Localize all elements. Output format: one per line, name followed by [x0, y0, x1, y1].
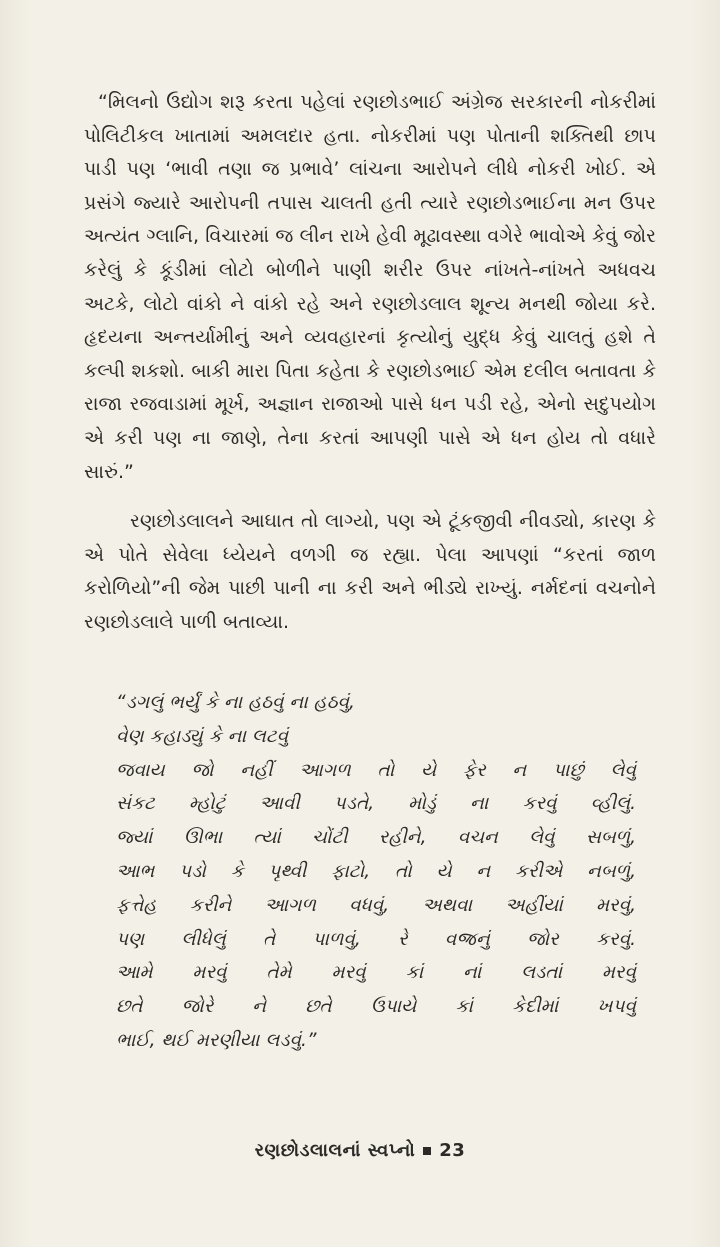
poem-line: “ડગલું ભર્યું કે ના હઠવું ના હઠવું,: [116, 692, 355, 713]
poem-line: આમે મરવું તેમે મરવું કાં નાં લડતાં મરવું: [116, 962, 636, 984]
poem-line: વેણ કહાડ્યું કે ના લટવું: [116, 725, 289, 747]
poem-line: ફત્તેહ કરીને આગળ વધવું, અથવા અહીંયાં મરવું,: [116, 894, 636, 916]
poem-line: છતે જોરે ને છતે ઉપાયે કાં કેદીમાં ખપવું: [116, 996, 636, 1018]
page-footer: [0, 1140, 720, 1161]
page-number: 23: [439, 1140, 466, 1161]
poem-line: આભ પડો કે પૃથ્વી ફાટો, તો યે ન કરીએ નબળું,: [116, 860, 636, 882]
separator-square-icon: [423, 1147, 431, 1155]
body-text: [84, 86, 656, 640]
paragraph: રણછોડલાલને આઘાત તો લાગ્યો, પણ એ ટૂંકજીવી નીવડ્યો, કારણ કે એ પોતે સેવેલા ધ્યેયને વળગી જ રહ્યા. પેલા આપણાં “કરતાં જાળ કરોળિયો”ની જેમ પાછી પાની ના કરી અને ભીડ્યે રાખ્યું. નર્મદનાં વચનોને રણછોડલાલે પાળી બતાવ્યા.: [84, 510, 656, 633]
poem-line: જ્યાં ઊભા ત્યાં ચોંટી રહીને, વચન લેવું સબળું,: [116, 827, 636, 849]
poem-line: પણ લીધેલું તે પાળવું, રે વજ્રનું જોર કરવું.: [116, 928, 636, 950]
poem-quote: [116, 686, 636, 1058]
poem-line: સંકટ મ્હોટું આવી પડતે, મોડું ના કરવું વ્હીલું.: [116, 793, 636, 815]
paragraph: “મિલનો ઉદ્યોગ શરૂ કરતા પહેલાં રણછોડભાઈ અંગ્રેજ સરકારની નોકરીમાં પોલિટીકલ ખાતામાં અમલદાર હતા. નોકરીમાં પણ પોતાની શક્તિથી છાપ પાડી પણ ‘ભાવી તણા જ પ્રભાવે’ લાંચના આરોપને લીધે નોકરી ખોઈ. એ પ્રસંગે જ્યારે આરોપની તપાસ ચાલતી હતી ત્યારે રણછોડભાઈના મન ઉપર અત્યંત ગ્લાનિ, વિચારમાં જ લીન રાખે હેવી મૂઢાવસ્થા વગેરે ભાવોએ કેવું જોર કરેલું કે કૂંડીમાં લોટો બોળીને પાણી શરીર ઉપર નાંખતે-નાંખતે અધવચ અટકે, લોટો વાંકો ને વાંકો રહે અને રણછોડલાલ શૂન્ય મનથી જોયા કરે. હૃદયના અન્તર્યામીનું અને વ્યવહારનાં કૃત્યોનું યુદ્ધ કેવું ચાલતું હશે તે કલ્પી શકશો. બાકી મારા પિતા કહેતા કે રણછોડભાઈ એમ દલીલ બતાવતા કે રાજા રજવાડામાં મૂર્ખ, અજ્ઞાન રાજાઓ પાસે ધન પડી રહે, એનો સદુપયોગ એ કરી પણ ના જાણે, તેના કરતાં આપણી પાસે એ ધન હોય તો વધારે સારું.”: [84, 91, 656, 483]
poem-line: ભાઈ, થઈ મરણીયા લડવું.”: [116, 1029, 317, 1051]
poem-line: જવાય જો નહીં આગળ તો યે ફેર ન પાછું લેવું: [116, 759, 636, 781]
running-title: રણછોડલાલનાં સ્વપ્નો: [254, 1140, 416, 1161]
